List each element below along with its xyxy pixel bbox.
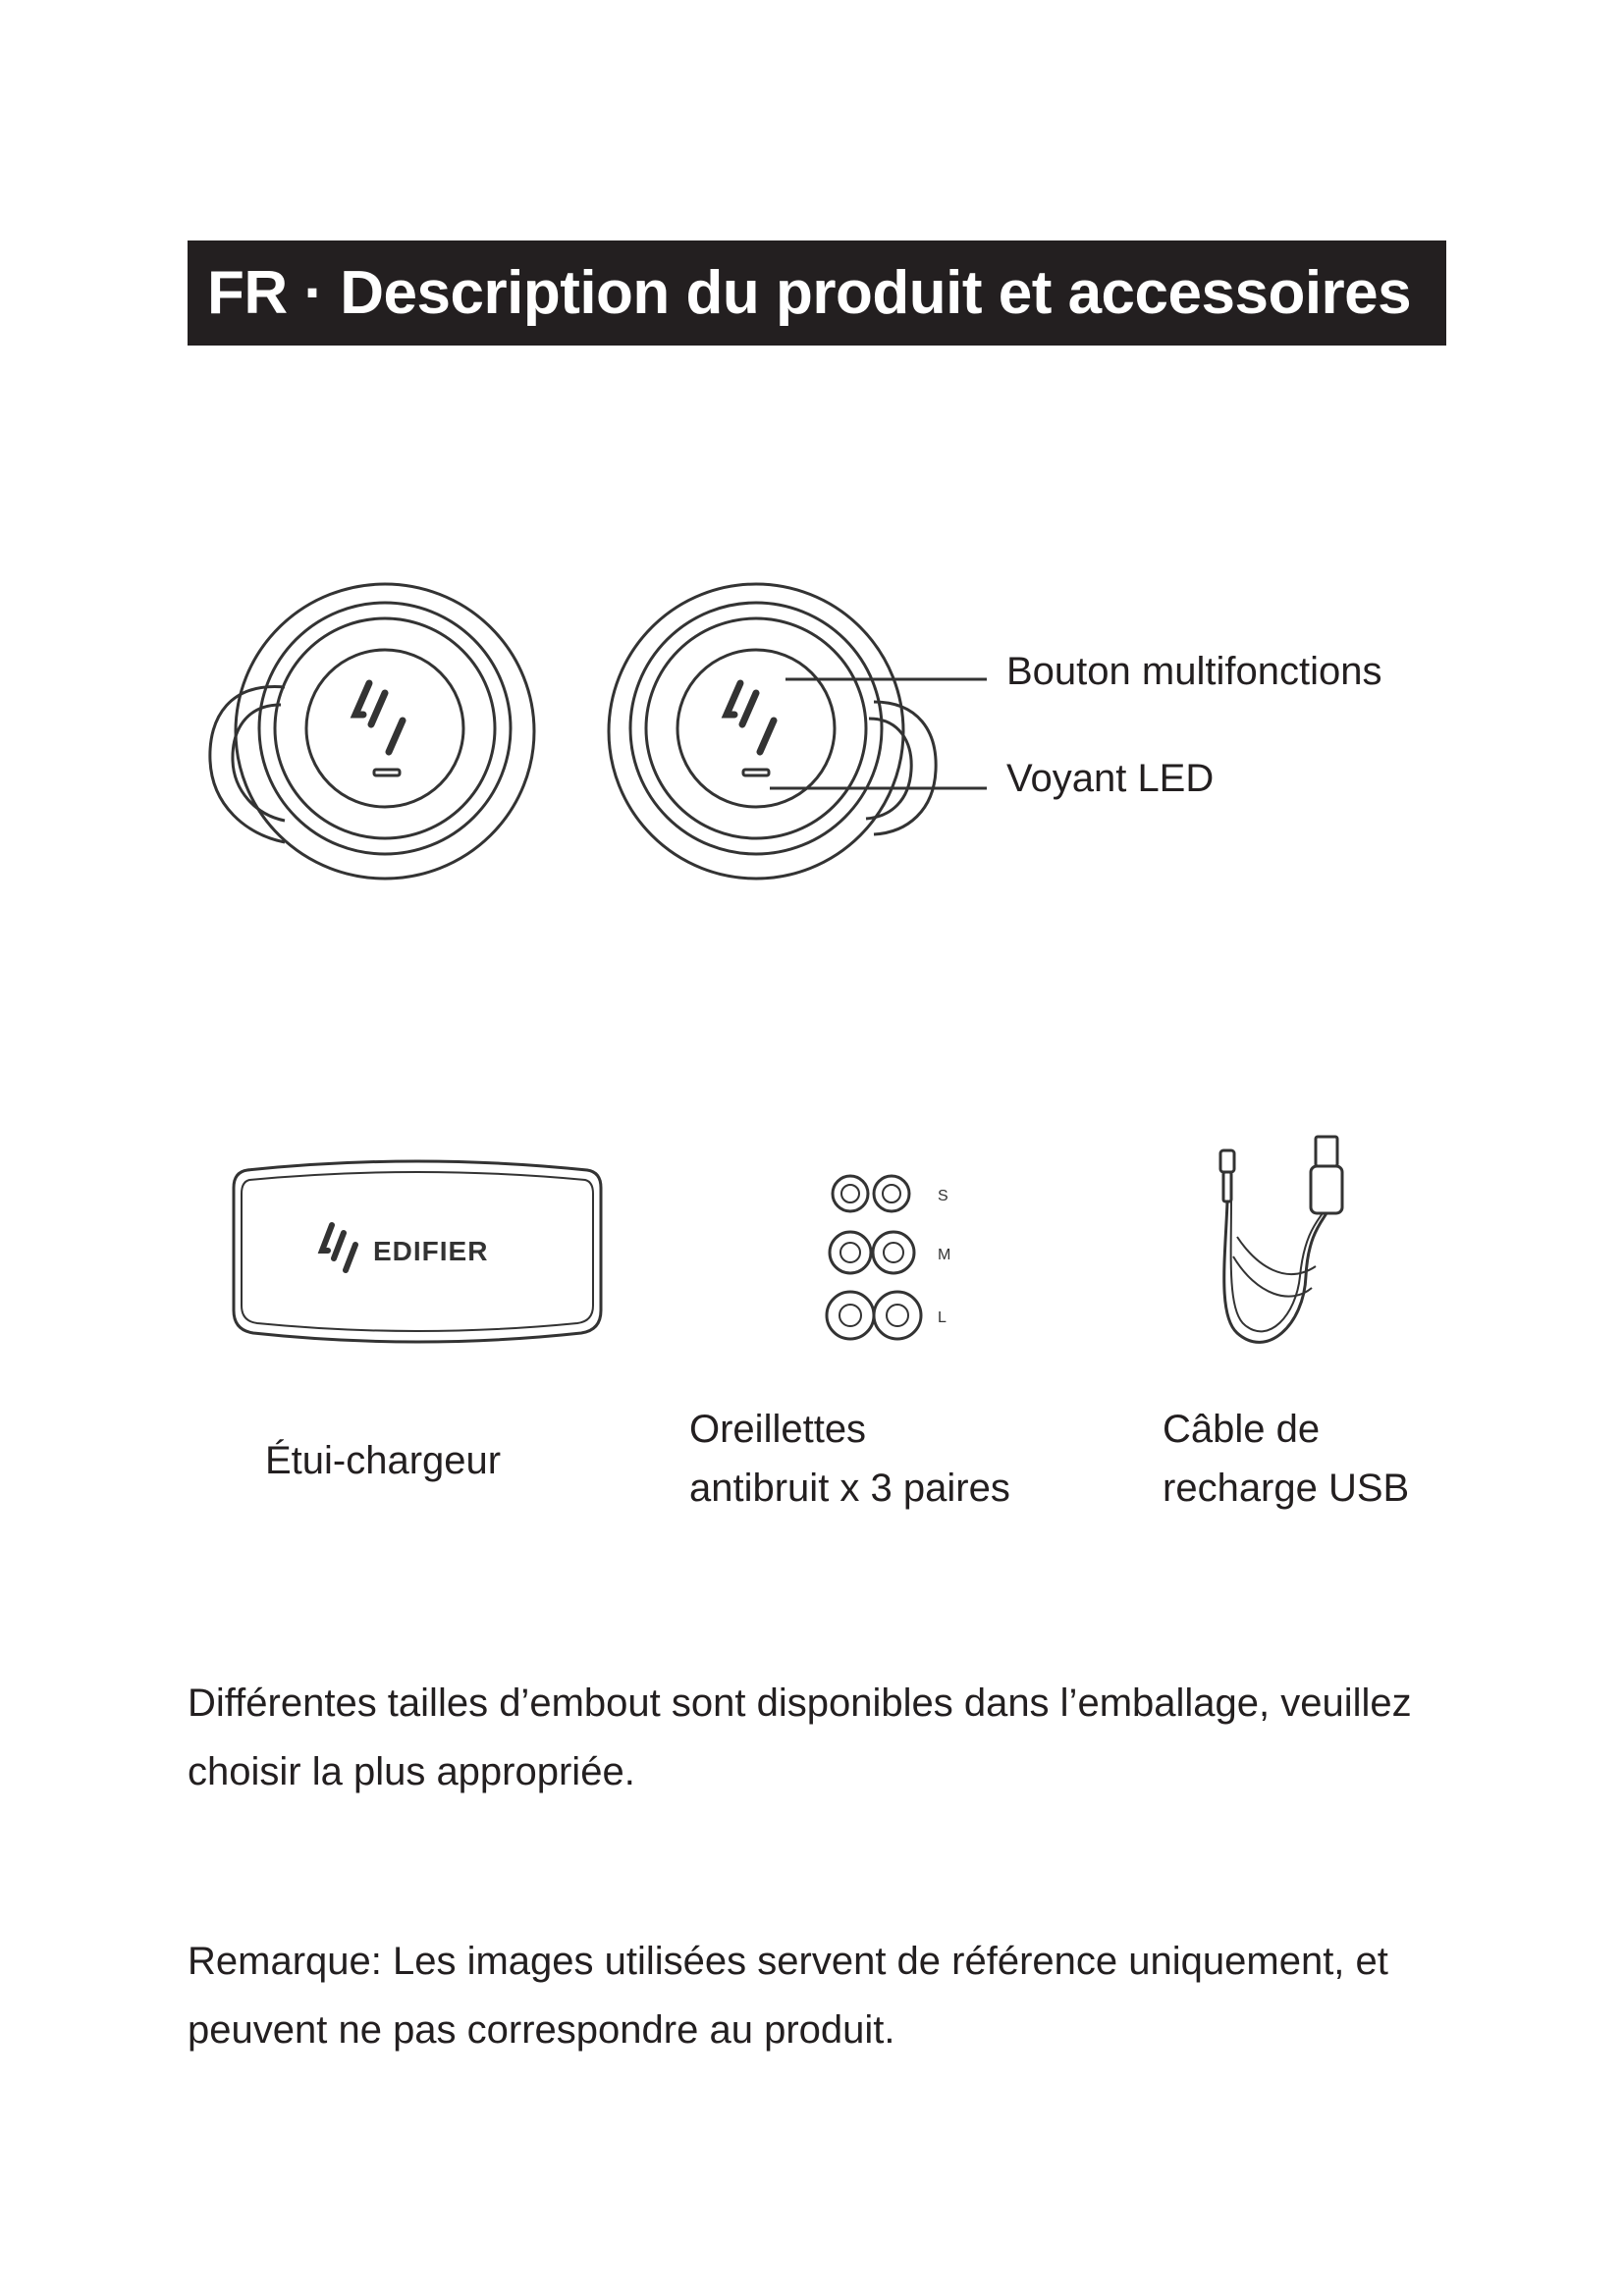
right-earbud-icon	[609, 584, 936, 879]
tip-sizes-note-line1: Différentes tailles d’embout sont disponibles dans l’emballage, veuillez	[188, 1682, 1412, 1725]
page-title-text: FR · Description du produit et accessoires	[207, 259, 1412, 327]
usb-cable-illustration	[1198, 1129, 1414, 1364]
callout-button-label: Bouton multifonctions	[1006, 650, 1382, 693]
cable-label-line2: recharge USB	[1163, 1467, 1410, 1510]
callout-led-label: Voyant LED	[1006, 757, 1215, 800]
usb-c-connector-icon	[1220, 1150, 1234, 1201]
left-earbud-icon	[210, 584, 534, 879]
tip-size-l: L	[938, 1309, 947, 1326]
case-logo-text: EDIFIER	[373, 1236, 489, 1266]
tips-label-line2: antibruit x 3 paires	[689, 1467, 1010, 1510]
images-disclaimer	[188, 1927, 1464, 2064]
page-title	[188, 240, 1446, 346]
usb-a-connector-icon	[1311, 1137, 1342, 1213]
ear-tip-medium-icon	[830, 1232, 914, 1273]
charging-case-illustration	[226, 1158, 609, 1355]
earbuds-illustration	[187, 560, 1021, 903]
images-disclaimer-line2: peuvent ne pas correspondre au produit.	[188, 2008, 895, 2052]
tip-sizes-note-line2: choisir la plus appropriée.	[188, 1750, 635, 1793]
tips-label-line1: Oreillettes	[689, 1408, 867, 1451]
tip-size-s: S	[938, 1188, 948, 1204]
ear-tip-large-icon	[827, 1292, 921, 1339]
ear-tips-illustration	[815, 1168, 992, 1355]
case-label: Étui-chargeur	[265, 1439, 502, 1482]
ear-tip-small-icon	[833, 1176, 909, 1211]
tip-size-m: M	[938, 1247, 951, 1263]
cable-label-line1: Câble de	[1163, 1408, 1321, 1451]
tip-sizes-note	[188, 1669, 1464, 1806]
images-disclaimer-line1: Remarque: Les images utilisées servent de référence uniquement, et	[188, 1940, 1388, 1983]
